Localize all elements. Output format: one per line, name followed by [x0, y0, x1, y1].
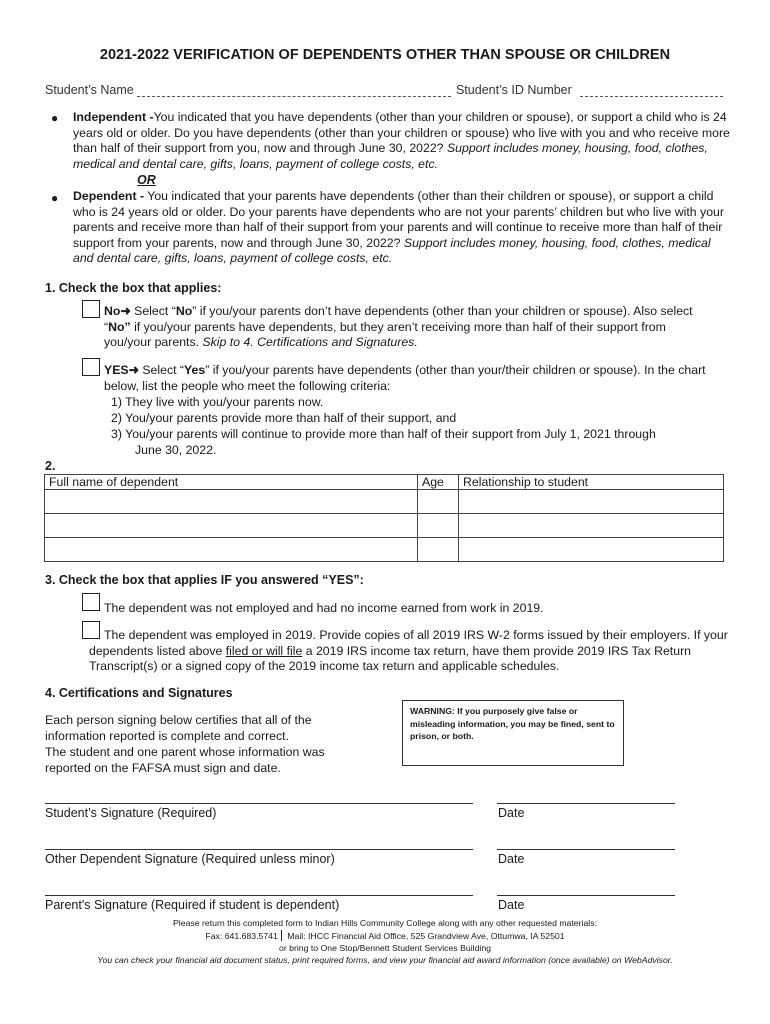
- student-name-field[interactable]: [137, 84, 451, 97]
- parent-signature-line[interactable]: [45, 895, 473, 896]
- table-row: [45, 514, 724, 538]
- other-dependent-date-label: Date: [498, 852, 525, 866]
- section1-heading: 1. Check the box that applies:: [45, 281, 222, 295]
- no-text-mid: ” if you/your parents don’t have dependents (other than your children or spouse). Also select “: [104, 304, 693, 334]
- student-date-line[interactable]: [497, 803, 675, 804]
- footer-webadvisor-note: You can check your financial aid document status, print required forms, and view your financial aid award information (once available) on WebAdvisor.: [97, 955, 673, 965]
- yes-text-post: ” if you/your parents have dependents (other than your/their children or spouse). In the chart below, list the people who meet the following criteria:: [104, 363, 706, 393]
- parent-date-label: Date: [498, 898, 525, 912]
- cell-age[interactable]: [418, 538, 459, 562]
- cell-age[interactable]: [418, 490, 459, 514]
- no-label: No: [104, 304, 121, 318]
- criteria-3: 3) You/your parents will continue to provide more than half of their support from July 1, 2021 through: [111, 427, 656, 441]
- independent-text: You indicated that you have dependents (other than your children or spouse), or support a child who is 24 years old or older. Do you have dependents (other than your children or spouse) who live with you and who receive more than half of their support from you, now and through June 30, 2022?: [73, 110, 730, 156]
- footer-fax: Fax: 641.683.5741: [205, 931, 278, 941]
- employed-text-a: The dependent was employed in 2019. Provide copies of all 2019 IRS W-2 forms issued by their employers. If your dependents listed above: [89, 628, 728, 658]
- dependent-paragraph: [73, 189, 733, 267]
- other-dependent-signature-line[interactable]: [45, 849, 473, 850]
- table-header-row: [45, 475, 724, 490]
- student-id-field[interactable]: [580, 84, 723, 97]
- bullet-dot: ●: [51, 111, 59, 125]
- dependent-term: Dependent -: [73, 189, 145, 203]
- yes-checkbox[interactable]: [82, 358, 100, 376]
- bullet-dot: ●: [51, 191, 59, 205]
- independent-note: Support includes money, housing, food, clothes, medical and dental care, gifts, loans, payment of college costs, etc.: [73, 141, 708, 171]
- independent-term: Independent -: [73, 110, 154, 124]
- footer-divider: [281, 930, 282, 941]
- skip-instruction: Skip to 4. Certifications and Signatures.: [202, 335, 418, 350]
- table-row: [45, 538, 724, 562]
- not-employed-checkbox[interactable]: [82, 593, 100, 611]
- no-key: No: [175, 304, 193, 318]
- footer-contact: [0, 930, 770, 942]
- cell-relationship[interactable]: [459, 490, 724, 514]
- certification-text: [45, 712, 365, 776]
- warning-box: WARNING: If you purposely give false or misleading information, you may be fined, sent to prison, or both.: [402, 700, 624, 766]
- certification-text-1: Each person signing below certifies that all of the information reported is complete and correct.: [45, 713, 312, 743]
- no-text-post: if you/your parents have dependents, but they aren’t receiving more than half of their support from you/your parents.: [104, 319, 666, 350]
- yes-option-text: [104, 363, 720, 394]
- independent-paragraph: [73, 110, 733, 172]
- parent-signature-label: Parent's Signature (Required if student is dependent): [45, 898, 340, 912]
- other-dependent-date-line[interactable]: [497, 849, 675, 850]
- dependent-note: Support includes money, housing, food, clothes, medical and dental care, gifts, loans, payment of college costs, etc.: [73, 235, 711, 266]
- no-key-2: No”: [108, 319, 131, 334]
- employed-text-b: a 2019 IRS income tax return, have them provide 2019 IRS Tax Return Transcript(s) or a signed copy of the 2019 income tax return and applicable schedules.: [89, 643, 691, 674]
- page-title: 2021-2022 VERIFICATION OF DEPENDENTS OTHER THAN SPOUSE OR CHILDREN: [99, 47, 671, 63]
- employed-text-underlined: filed or will file: [225, 643, 303, 658]
- certification-text-2: The student and one parent whose information was reported on the FAFSA must sign and date.: [45, 745, 325, 775]
- other-dependent-signature-label: Other Dependent Signature (Required unless minor): [45, 852, 335, 866]
- footer-bring-to: or bring to One Stop/Bennett Student Services Building: [278, 943, 491, 953]
- header-relationship: Relationship to student: [459, 475, 724, 490]
- no-checkbox[interactable]: [82, 300, 100, 318]
- dependent-text: You indicated that your parents have dependents (other than their children or spouse), or support a child who is 24 years old or older. Do your parents have dependents who are not your parents’ children but who live with your parents and receive more than half of their support from your parents and will continue to receive more than half of their support from your parents, now and through June 30, 2022?: [73, 189, 724, 250]
- or-label: OR: [137, 173, 156, 187]
- no-option-text: [104, 304, 714, 351]
- parent-date-line[interactable]: [497, 895, 675, 896]
- section4-heading: 4. Certifications and Signatures: [45, 686, 233, 700]
- dependents-table: [44, 474, 724, 562]
- criteria-1: 1) They live with you/your parents now.: [111, 395, 324, 409]
- section3-heading: 3. Check the box that applies IF you answered “YES”:: [45, 573, 364, 587]
- cell-age[interactable]: [418, 514, 459, 538]
- cell-full-name[interactable]: [45, 490, 418, 514]
- cell-full-name[interactable]: [45, 514, 418, 538]
- employed-text: [89, 628, 734, 675]
- arrow-right-icon: ➜: [120, 304, 131, 318]
- header-full-name: Full name of dependent: [45, 475, 418, 490]
- section2-number: 2.: [45, 459, 56, 473]
- student-id-label: Student’s ID Number: [456, 83, 572, 97]
- student-date-label: Date: [498, 806, 525, 820]
- header-age: Age: [418, 475, 459, 490]
- yes-label: YES: [104, 363, 129, 377]
- cell-relationship[interactable]: [459, 514, 724, 538]
- yes-text-pre: Select “: [138, 363, 185, 377]
- criteria-2: 2) You/your parents provide more than half of their support, and: [111, 411, 457, 425]
- student-signature-line[interactable]: [45, 803, 473, 804]
- arrow-right-icon: ➜: [128, 363, 139, 377]
- student-name-label: Student’s Name: [45, 83, 134, 97]
- footer-return-instructions: Please return this completed form to Indian Hills Community College along with any other requested materials:: [173, 918, 597, 928]
- table-row: [45, 490, 724, 514]
- not-employed-text: The dependent was not employed and had no income earned from work in 2019.: [104, 601, 544, 615]
- cell-full-name[interactable]: [45, 538, 418, 562]
- yes-key: Yes: [184, 363, 206, 377]
- student-signature-label: Student’s Signature (Required): [45, 806, 217, 820]
- cell-relationship[interactable]: [459, 538, 724, 562]
- criteria-3-continued: June 30, 2022.: [135, 443, 217, 457]
- footer-mail: Mail: IHCC Financial Aid Office, 525 Grandview Ave, Ottumwa, IA 52501: [284, 931, 565, 941]
- no-text-pre: Select “: [130, 304, 176, 318]
